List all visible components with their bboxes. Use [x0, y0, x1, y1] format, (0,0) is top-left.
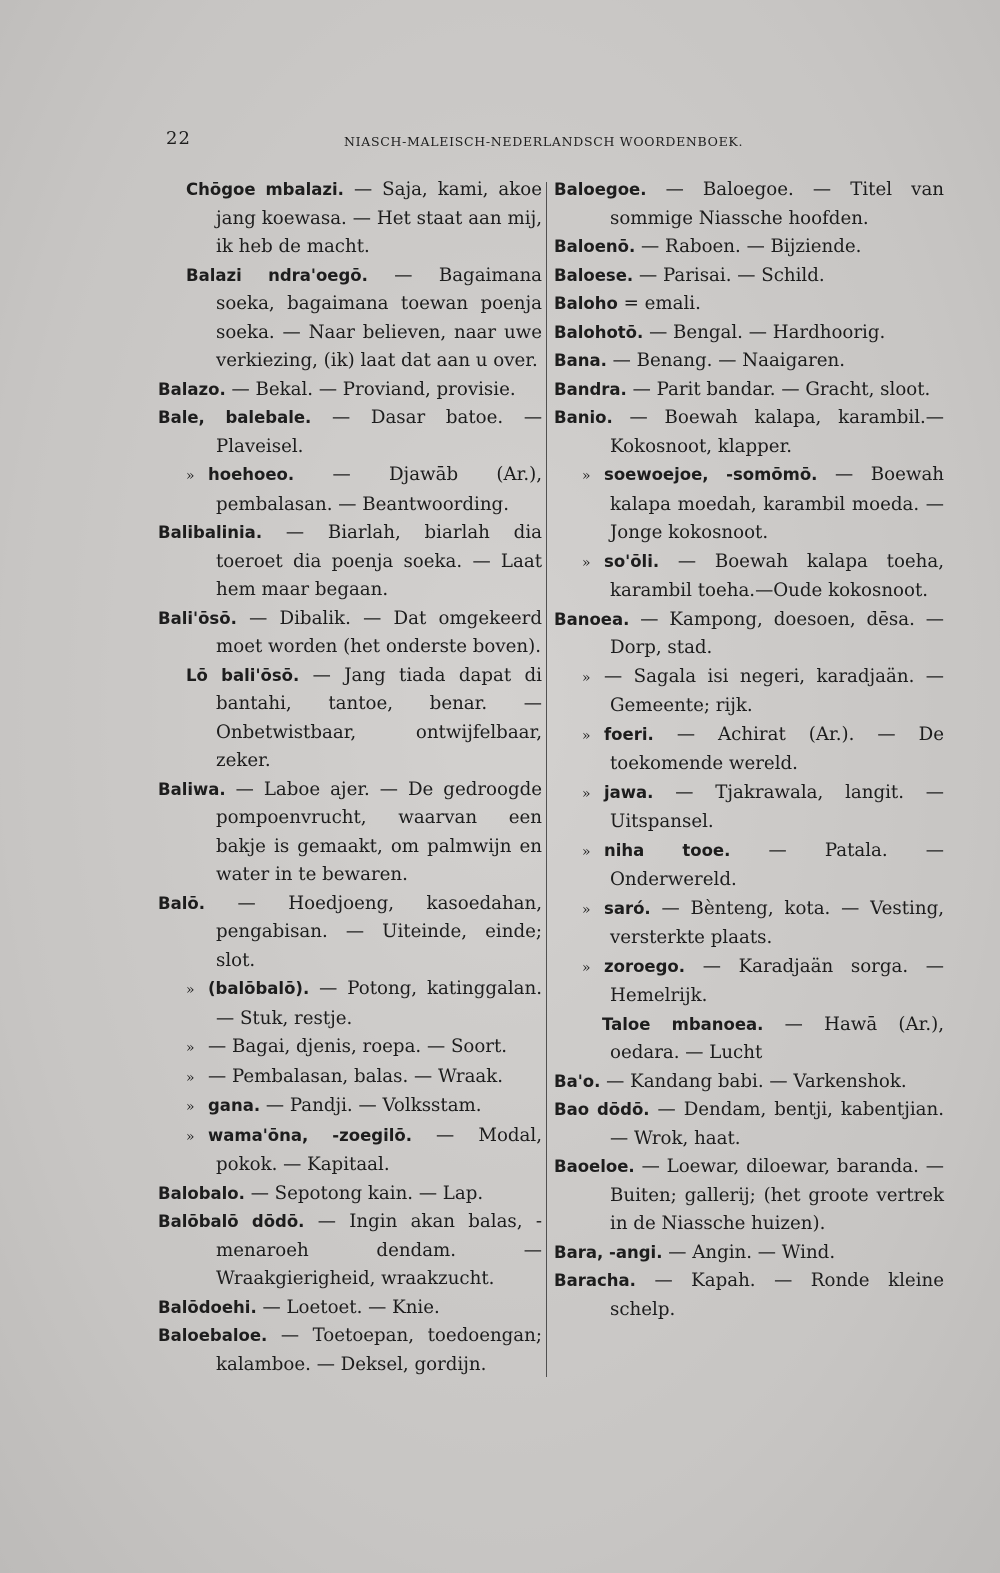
entry-definition: — Bènteng, kota. — Vesting, versterkte plaats. — [610, 897, 944, 948]
entry-definition: — Boewah kalapa toeha, karambil toeha.—Oude kokosnoot. — [610, 550, 944, 601]
entry-headword: Balohotō. — [554, 322, 644, 342]
page-number: 22 — [166, 128, 191, 149]
entry-headword: soewoejoe, -somōmō. — [604, 465, 818, 484]
entry-headword: jawa. — [604, 782, 654, 802]
entry-definition: — Sagala isi negeri, karadjaän. — Gemeente; rijk. — [604, 665, 944, 716]
dictionary-entry — [554, 1011, 944, 1068]
ditto-mark: » — [186, 1099, 195, 1115]
dictionary-entry — [554, 779, 944, 837]
entry-definition: — Pembalasan, balas. — Wraak. — [208, 1065, 504, 1087]
dictionary-entry — [554, 376, 944, 405]
entry-headword: zoroego. — [604, 956, 686, 976]
dictionary-entry — [554, 606, 944, 663]
dictionary-entry — [554, 1096, 944, 1153]
dictionary-entry — [158, 404, 542, 461]
entry-definition: — Baloegoe. — Titel van sommige Niassche hoofden. — [610, 179, 944, 229]
entry-definition: — Bekal. — Proviand, provisie. — [225, 378, 516, 400]
entry-definition: — Djawāb (Ar.), pembalasan. — Beantwoording. — [216, 464, 542, 515]
dictionary-entry — [158, 1033, 542, 1063]
entry-definition: — Bagaimana soeka, bagaimana toewan poenja soeka. — Naar believen, naar uwe verkiezing, (ik) laat dat aan u over. — [216, 264, 542, 371]
entry-definition: — Patala. — Onderwereld. — [610, 839, 944, 890]
dictionary-entry — [554, 953, 944, 1011]
ditto-mark: » — [186, 1040, 195, 1056]
entry-definition: — Boewah kalapa moedah, karambil moeda. — Jonge kokosnoot. — [610, 464, 944, 543]
entry-headword: Baloese. — [554, 265, 634, 285]
dictionary-entry — [554, 548, 944, 606]
entry-definition: — Kampong, doesoen, dēsa. — Dorp, stad. — [610, 608, 944, 658]
ditto-mark: » — [582, 959, 591, 976]
entry-definition: — Loewar, diloewar, baranda. — Buiten; gallerij; (het groote vertrek in de Niassche huizen). — [610, 1156, 944, 1234]
entry-headword: Balazi ndra'oegō. — [186, 265, 368, 285]
dictionary-entry — [158, 1208, 542, 1294]
entry-headword: (balōbalō). — [208, 979, 310, 998]
entry-headword: Banoea. — [554, 609, 630, 629]
entry-definition: — Dibalik. — Dat omgekeerd moet worden (het onderste boven). — [216, 607, 542, 657]
entry-definition: — Parit bandar. — Gracht, sloot. — [626, 378, 931, 400]
entry-definition: — Hoedjoeng, kasoedahan, pengabisan. — Uiteinde, einde; slot. — [204, 892, 542, 971]
entry-definition: — Benang. — Naaigaren. — [606, 350, 846, 371]
entry-headword: so'ōli. — [604, 551, 660, 571]
entry-headword: Balōbalō dōdō. — [158, 1212, 305, 1231]
entry-headword: Ba'o. — [554, 1071, 601, 1091]
page-header — [160, 118, 960, 158]
ditto-mark: » — [582, 554, 591, 571]
entry-definition: — Kandang babi. — Varkenshok. — [600, 1070, 907, 1092]
entry-headword: Baoeloe. — [554, 1157, 635, 1176]
dictionary-entry — [554, 290, 944, 319]
dictionary-entry — [554, 663, 944, 721]
entry-headword: Balōdoehi. — [158, 1297, 257, 1317]
entry-headword: Baloebaloe. — [158, 1326, 268, 1345]
entry-headword: niha tooe. — [604, 840, 731, 860]
entry-definition: — Loetoet. — Knie. — [256, 1296, 440, 1318]
dictionary-entry — [158, 1063, 542, 1093]
entry-definition: — Dasar batoe. — Plaveisel. — [216, 407, 543, 457]
entry-definition: — Toetoepan, toedoengan; kalamboe. — Deksel, gordijn. — [216, 1325, 542, 1375]
dictionary-entry — [158, 1322, 542, 1379]
dictionary-entry — [554, 837, 944, 895]
dictionary-entry — [158, 975, 542, 1033]
dictionary-entry — [158, 776, 542, 890]
dictionary-entry — [554, 721, 944, 779]
entry-definition: — Pandji. — Volksstam. — [260, 1095, 482, 1116]
entry-headword: Bana. — [554, 351, 607, 370]
entry-headword: Bara, -angi. — [554, 1242, 663, 1262]
ditto-mark: » — [582, 727, 591, 744]
ditto-mark: » — [582, 901, 591, 918]
entry-definition: — Modal, pokok. — Kapitaal. — [216, 1124, 542, 1175]
dictionary-entry — [158, 376, 542, 405]
dictionary-entry — [158, 1294, 542, 1323]
right-column — [554, 176, 944, 1324]
entry-definition: — Bengal. — Hardhoorig. — [643, 321, 886, 343]
ditto-mark: » — [186, 982, 195, 998]
entry-definition: — Hawā (Ar.), oedara. — Lucht — [610, 1013, 944, 1063]
entry-definition: — Sepotong kain. — Lap. — [244, 1182, 484, 1204]
entry-headword: Balibalinia. — [158, 523, 263, 542]
dictionary-entry — [554, 404, 944, 461]
entry-definition: — Biarlah, biarlah dia toeroet dia poenja soeka. — Laat hem maar begaan. — [216, 522, 542, 600]
dictionary-entry — [554, 1068, 944, 1097]
entry-headword: Balazo. — [158, 379, 226, 399]
dictionary-entry — [554, 233, 944, 262]
entry-definition: — Tjakrawala, langit. — Uitspansel. — [610, 781, 944, 832]
entry-headword: Chōgoe mbalazi. — [186, 180, 344, 199]
dictionary-entry — [158, 605, 542, 662]
entry-definition: — Dendam, bentji, kabentjian. — Wrok, haat. — [610, 1099, 944, 1149]
entry-definition: — Potong, katinggalan. — Stuk, restje. — [216, 978, 542, 1029]
dictionary-entry — [158, 1092, 542, 1122]
entry-definition: — Angin. — Wind. — [662, 1241, 836, 1263]
entry-definition: — Bagai, djenis, roepa. — Soort. — [208, 1036, 508, 1057]
entry-headword: Baracha. — [554, 1271, 636, 1290]
entry-definition: — Parisai. — Schild. — [633, 264, 825, 286]
entry-definition: — Ingin akan balas, -menaroeh dendam. — Wraakgierigheid, wraakzucht. — [216, 1211, 542, 1289]
entry-headword: Bale, balebale. — [158, 408, 312, 427]
column-divider — [546, 182, 547, 1377]
running-head: NIASCH-MALEISCH-NEDERLANDSCH WOORDENBOEK. — [344, 134, 744, 149]
entry-headword: Baloenō. — [554, 237, 636, 256]
entry-headword: wama'ōna, -zoegilō. — [208, 1125, 412, 1145]
ditto-mark: » — [186, 1069, 195, 1086]
entry-headword: gana. — [208, 1096, 261, 1115]
entry-definition: — Raboen. — Bijziende. — [635, 236, 862, 257]
dictionary-entry — [554, 1239, 944, 1268]
entry-headword: Lō bali'ōsō. — [186, 665, 300, 685]
dictionary-entry — [554, 347, 944, 376]
ditto-mark: » — [582, 843, 591, 860]
dictionary-entry — [158, 262, 542, 376]
dictionary-entry — [554, 319, 944, 348]
dictionary-entry — [158, 1180, 542, 1209]
dictionary-entry — [554, 1153, 944, 1239]
entry-definition: — Kapah. — Ronde kleine schelp. — [610, 1270, 944, 1320]
entry-headword: Bao dōdō. — [554, 1100, 650, 1119]
entry-headword: Balō. — [158, 893, 205, 913]
ditto-mark: » — [186, 468, 195, 484]
entry-headword: Banio. — [554, 408, 613, 427]
entry-headword: Baloegoe. — [554, 180, 647, 199]
entry-definition: — Laboe ajer. — De gedroogde pompoenvrucht, waarvan een bakje is gemaakt, om palmwijn en water in te bewaren. — [216, 778, 542, 885]
dictionary-entry — [158, 176, 542, 262]
entry-headword: Bali'ōsō. — [158, 608, 237, 628]
dictionary-entry — [554, 461, 944, 548]
entry-definition: — Saja, kami, akoe jang koewasa. — Het staat aan mij, ik heb de macht. — [216, 179, 542, 257]
left-column — [158, 176, 542, 1379]
entry-definition: — Boewah kalapa, karambil.— Kokosnoot, klapper. — [610, 407, 944, 457]
dictionary-entry — [554, 895, 944, 953]
dictionary-entry — [158, 1122, 542, 1180]
entry-definition: — Karadjaän sorga. — Hemelrijk. — [610, 955, 944, 1006]
ditto-mark: » — [582, 785, 591, 802]
entry-headword: saró. — [604, 898, 651, 918]
entry-headword: foeri. — [604, 724, 654, 744]
entry-headword: Baliwa. — [158, 779, 226, 799]
ditto-mark: » — [186, 1128, 195, 1145]
dictionary-entry — [554, 262, 944, 291]
dictionary-entry — [158, 890, 542, 976]
dictionary-entry — [554, 176, 944, 233]
entry-headword: Baloho — [554, 294, 618, 313]
entry-headword: Taloe mbanoea. — [602, 1014, 764, 1034]
entry-definition: — Achirat (Ar.). — De toekomende wereld. — [610, 723, 944, 774]
dictionary-entry — [158, 662, 542, 776]
entry-headword: hoehoeo. — [208, 465, 295, 484]
ditto-mark: » — [582, 468, 591, 484]
entry-definition: — Jang tiada dapat di bantahi, tantoe, benar. — Onbetwistbaar, ontwijfelbaar, zeker. — [216, 664, 542, 771]
entry-definition: = emali. — [617, 293, 701, 314]
ditto-mark: » — [582, 669, 591, 686]
dictionary-entry — [158, 461, 542, 519]
entry-headword: Bandra. — [554, 379, 627, 399]
entry-headword: Balobalo. — [158, 1183, 245, 1203]
dictionary-entry — [158, 519, 542, 605]
dictionary-entry — [554, 1267, 944, 1324]
